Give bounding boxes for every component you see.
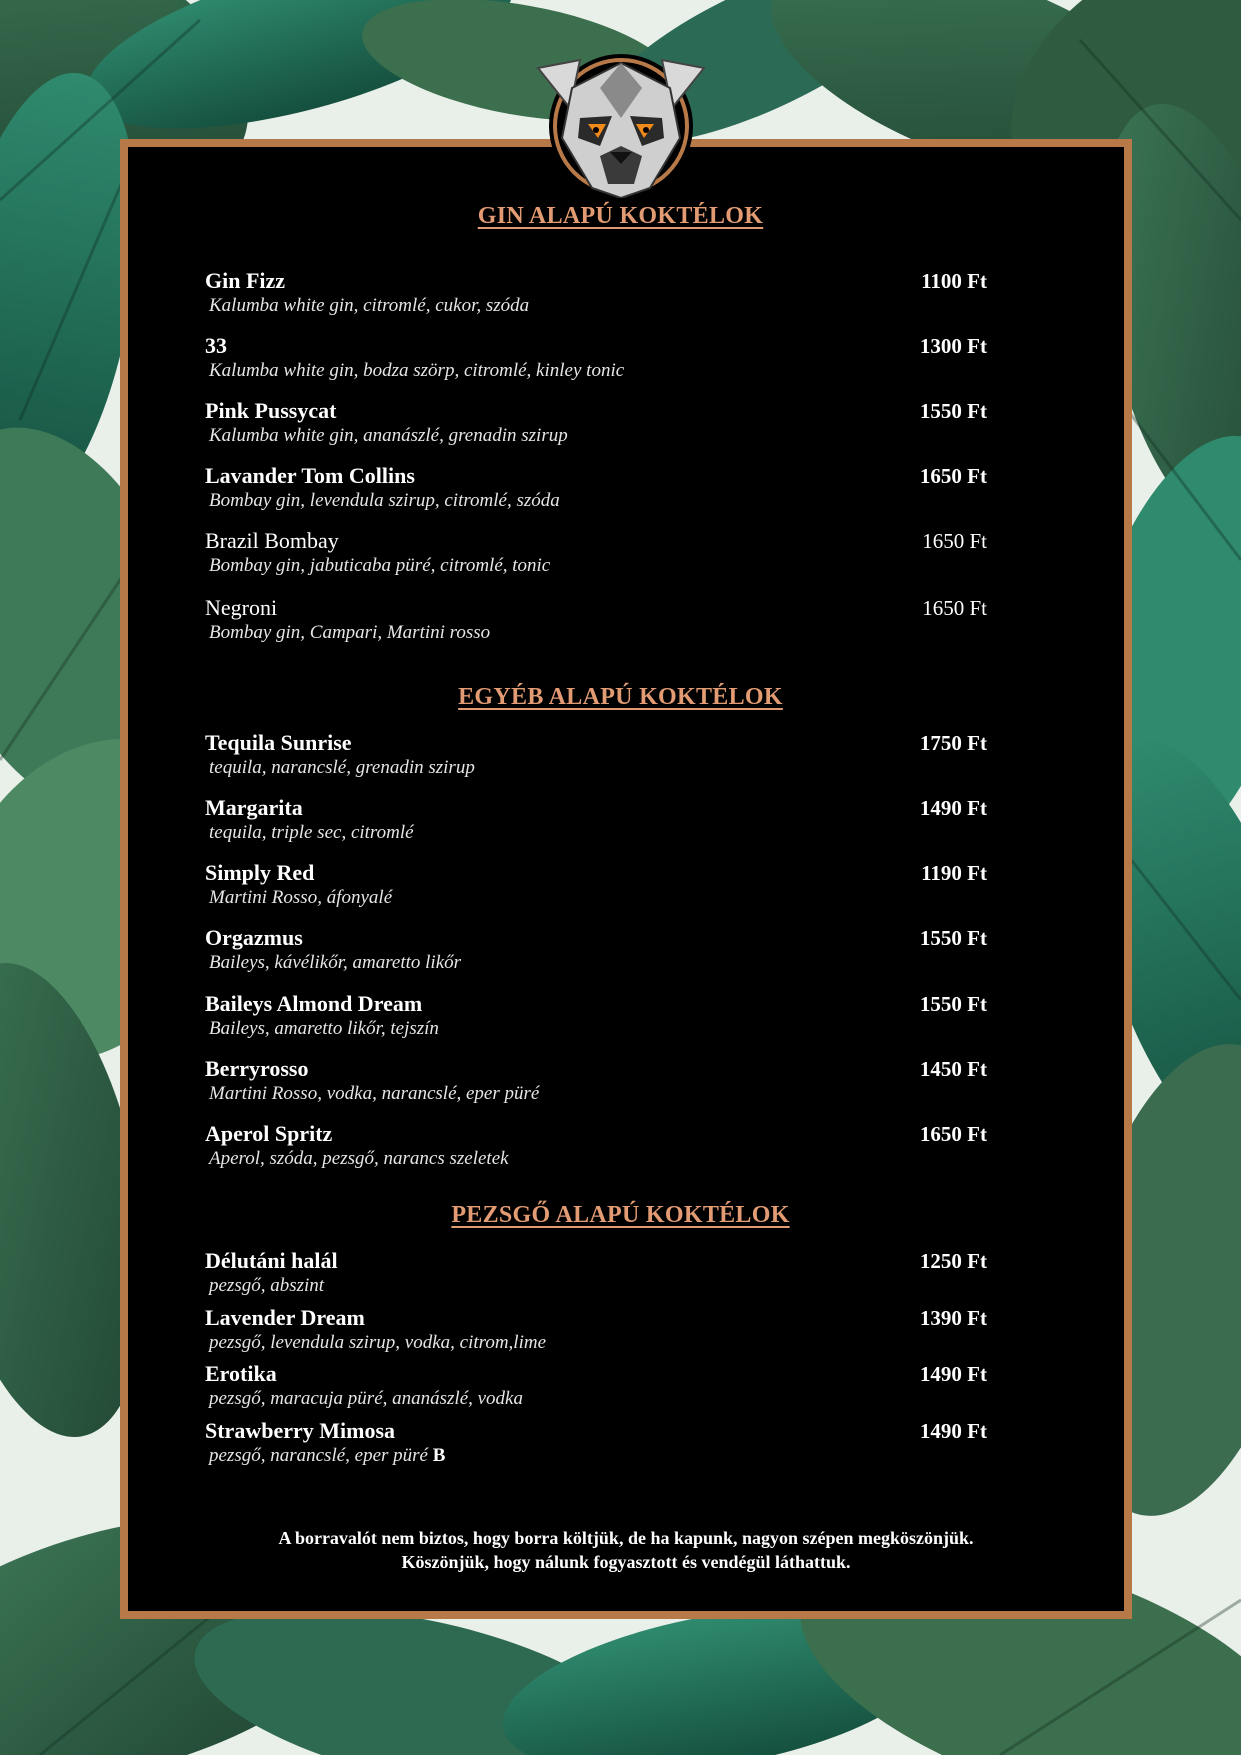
item-name: Lavender Dream xyxy=(205,1305,365,1330)
section-title: GIN ALAPÚ KOKTÉLOK xyxy=(477,203,764,229)
item-name: Simply Red xyxy=(205,860,315,885)
section-title: EGYÉB ALAPÚ KOKTÉLOK xyxy=(458,684,783,710)
menu-item xyxy=(205,1248,987,1298)
item-description xyxy=(205,821,987,845)
item-description-text: pezsgő, levendula szirup, vodka, citrom,lime xyxy=(209,1332,547,1353)
item-description xyxy=(205,1147,987,1171)
menu-item xyxy=(205,333,987,383)
item-name: Baileys Almond Dream xyxy=(205,991,423,1016)
item-price: 1650 Ft xyxy=(919,1122,987,1146)
item-price: 1490 Ft xyxy=(919,1419,987,1443)
item-price: 1250 Ft xyxy=(919,1249,987,1273)
menu-item xyxy=(205,1056,987,1106)
lemur-icon xyxy=(530,38,712,198)
item-name: Aperol Spritz xyxy=(205,1121,333,1146)
item-price: 1750 Ft xyxy=(919,731,987,755)
item-name: Délutáni halál xyxy=(205,1248,338,1273)
item-description-text: pezsgő, abszint xyxy=(209,1275,325,1296)
footer-note xyxy=(120,1526,1132,1574)
item-price: 1550 Ft xyxy=(919,926,987,950)
item-description-text: Bombay gin, levendula szirup, citromlé, szóda xyxy=(209,490,560,511)
menu-item xyxy=(205,991,987,1041)
item-description-text: Kalumba white gin, citromlé, cukor, szóda xyxy=(209,295,530,316)
item-description xyxy=(205,489,987,513)
item-description xyxy=(205,1082,987,1106)
footer-line-2: Köszönjük, hogy nálunk fogyasztott és vendégül láthattuk. xyxy=(401,1552,851,1572)
footer-line-1: A borravalót nem biztos, hogy borra költjük, de ha kapunk, nagyon szépen megköszönjük. xyxy=(278,1528,974,1548)
menu-item xyxy=(205,595,987,645)
item-price: 1490 Ft xyxy=(919,796,987,820)
item-price: 1650 Ft xyxy=(922,596,987,620)
item-name: Berryrosso xyxy=(205,1056,309,1081)
menu-item xyxy=(205,1305,987,1355)
item-description xyxy=(205,1444,987,1468)
item-name: Negroni xyxy=(205,595,278,620)
item-description xyxy=(205,756,987,780)
item-name: Margarita xyxy=(205,795,303,820)
menu-item xyxy=(205,528,987,578)
item-description-text: Bombay gin, Campari, Martini rosso xyxy=(209,622,491,643)
item-description xyxy=(205,1274,987,1298)
item-description-text: Martini Rosso, áfonyalé xyxy=(209,887,393,908)
item-description-text: pezsgő, maracuja püré, ananászlé, vodka xyxy=(209,1388,523,1409)
menu-item xyxy=(205,860,987,910)
item-price: 1100 Ft xyxy=(921,269,987,293)
item-price: 1190 Ft xyxy=(921,861,987,885)
item-description xyxy=(205,951,987,975)
menu-item xyxy=(205,925,987,975)
menu-item xyxy=(205,1121,987,1171)
item-description xyxy=(205,554,987,578)
item-description xyxy=(205,1017,987,1041)
item-description xyxy=(205,1331,987,1355)
item-price: 1390 Ft xyxy=(919,1306,987,1330)
item-price: 1550 Ft xyxy=(919,992,987,1016)
menu-item xyxy=(205,268,987,318)
item-name: Tequila Sunrise xyxy=(205,730,352,755)
item-description-text: Baileys, kávélikőr, amaretto likőr xyxy=(209,952,462,973)
item-price: 1490 Ft xyxy=(919,1362,987,1386)
menu-item xyxy=(205,463,987,513)
item-description-text: Baileys, amaretto likőr, tejszín xyxy=(209,1018,439,1039)
item-description-text: Kalumba white gin, bodza szörp, citromlé, kinley tonic xyxy=(209,360,625,381)
menu-item xyxy=(205,730,987,780)
item-name: Strawberry Mimosa xyxy=(205,1418,396,1443)
item-name: Brazil Bombay xyxy=(205,528,339,553)
item-price: 1650 Ft xyxy=(919,464,987,488)
menu-item xyxy=(205,1418,987,1468)
item-description-text: tequila, narancslé, grenadin szirup xyxy=(209,757,475,778)
item-price: 1300 Ft xyxy=(919,334,987,358)
item-description xyxy=(205,621,987,645)
item-description-text: pezsgő, narancslé, eper püré xyxy=(209,1445,428,1466)
item-description-text: tequila, triple sec, citromlé xyxy=(209,822,414,843)
item-description-text: Bombay gin, jabuticaba püré, citromlé, tonic xyxy=(209,555,551,576)
item-name: Erotika xyxy=(205,1361,277,1386)
menu-item xyxy=(205,795,987,845)
item-price: 1450 Ft xyxy=(919,1057,987,1081)
item-name: Orgazmus xyxy=(205,925,303,950)
item-description xyxy=(205,886,987,910)
item-name: 33 xyxy=(205,333,227,358)
item-name: Pink Pussycat xyxy=(205,398,337,423)
section-title: PEZSGŐ ALAPÚ KOKTÉLOK xyxy=(451,1202,790,1228)
menu-item xyxy=(205,1361,987,1411)
item-description-text: Kalumba white gin, ananászlé, grenadin szirup xyxy=(209,425,568,446)
item-price: 1550 Ft xyxy=(919,399,987,423)
item-price: 1650 Ft xyxy=(922,529,987,553)
item-description xyxy=(205,359,987,383)
menu-item xyxy=(205,398,987,448)
item-description-text: Martini Rosso, vodka, narancslé, eper püré xyxy=(209,1083,540,1104)
item-description-text: Aperol, szóda, pezsgő, narancs szeletek xyxy=(209,1148,509,1169)
item-description xyxy=(205,424,987,448)
item-description xyxy=(205,1387,987,1411)
item-name: Lavander Tom Collins xyxy=(205,463,415,488)
item-name: Gin Fizz xyxy=(205,268,286,293)
item-description xyxy=(205,294,987,318)
item-description-tail: B xyxy=(432,1445,446,1466)
